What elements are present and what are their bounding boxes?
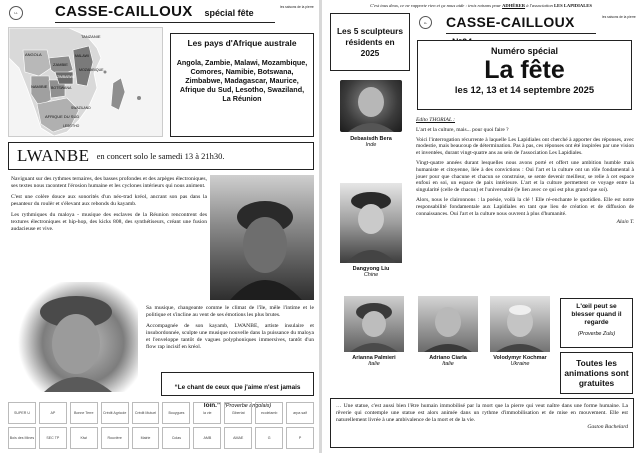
artist-name: LWANBE xyxy=(17,146,90,165)
right-header xyxy=(446,14,596,34)
sculptor-photo xyxy=(344,296,404,352)
sculptor-photo xyxy=(340,80,402,132)
paragraph: Naviguant sur des rythmes ternaires, des basses profondes et des arpèges électroniques, ses textes nous racontent l'érosion humaine et les cyclones intérieurs qui nous animent. xyxy=(11,176,207,189)
sculptor-country: Chine xyxy=(363,272,379,279)
issue-subtitle: spécial fête xyxy=(204,8,254,18)
map-label: AFRIQUE DU SUD xyxy=(45,114,80,119)
sculptor-name: Arianna Palmieri xyxy=(352,355,396,361)
bachelard-quote-box xyxy=(330,398,634,448)
zulu-proverb-quote: L'œil peut se blesser quand il regarde xyxy=(571,303,622,327)
sculptor-name: Volodymyr Kochmar xyxy=(493,355,547,361)
sculptor-silhouette xyxy=(340,183,402,263)
countries-box xyxy=(170,33,314,137)
proverb-source: (Proverbe angolais) xyxy=(224,403,272,409)
sculptor-country: Inde xyxy=(365,142,377,149)
sculptor-name: Adriano Ciarla xyxy=(429,355,467,361)
sponsor-logo: Mairie xyxy=(132,427,160,449)
editorial-paragraph: Voici l'interrogation récurrente à laquelle Les Lapidiales ont cherché à apporter des réponses, avec modestie, mais beaucoup de détermination. Pas à pas, ces réponses ont été inspirées par une vision et inventées, durant vingt-quatre ans au sein de l'association Les Lapidiales. xyxy=(416,136,634,157)
lwanbe-portrait-photo xyxy=(210,175,314,300)
paragraph: Accompagnée de son kayamb, LWANBE, artiste insulaire et insubordonnée, sculpte une musique nouvelle dans la puissance du maloya et l'enveloppe tantôt de vagues polyphoniques immersives, tantôt d'un flow rap incisif en kréol. xyxy=(146,323,314,350)
lapidiales-logo: LL xyxy=(419,16,432,29)
sponsor-logo: arpa saif xyxy=(286,402,314,424)
lwanbe-artist-photo xyxy=(16,282,138,392)
sponsor-logo: Rouvière xyxy=(101,427,129,449)
sponsor-logo: Bois des Mines xyxy=(8,427,36,449)
map-label: SWAZILAND xyxy=(71,106,91,110)
saisons-logo-text: les saisons de la pierre xyxy=(280,5,314,9)
editorial-paragraph: Vingt-quatre années durant lesquelles nous avons porté et offert une ambition humble mais humaniste et citoyenne, liée à des convictions : Oui l'art et la culture ont un rôle fondamental à jouer pour que chacune et chacun se construise, se sente devenir meilleur, se relie à cet espace enfoui en soi, un espace de paix intérieure. L'art et la culture permettent ce voyage entre la singularité (celle de chacun) et l'universalité (le lien avec ce qui est plus grand que soi). xyxy=(416,159,634,194)
newsletter-title: CASSE-CAILLOUX xyxy=(446,14,575,30)
lwanbe-text-1 xyxy=(11,176,207,233)
sculptor-country: Italie xyxy=(368,361,380,368)
sponsor-logo: Gibertat xyxy=(224,402,252,424)
map-label: LESOTHO xyxy=(63,124,80,128)
paragraph: Sa musique, changeante comme le climat de l'île, mêle l'intime et le politique et s'incline au vent de ses émotions les plus brutes. xyxy=(146,305,314,318)
newsletter-title: CASSE-CAILLOUX xyxy=(55,3,193,20)
proverb-quote: “Le chant de ceux que j'aime n'est jamais loin.” xyxy=(174,384,301,409)
zulu-proverb-source: (Proverbe Zulu) xyxy=(577,330,616,337)
concert-title-box xyxy=(8,142,314,170)
sculptor-name: Dangyong Liu xyxy=(352,266,390,272)
sponsor-logo: AMAE xyxy=(224,427,252,449)
editorial-signature: Alain T. xyxy=(616,219,634,226)
sculptor-photo xyxy=(418,296,478,352)
sculptor-country: Italie xyxy=(442,361,454,368)
sponsor-logo: Bonne Terre xyxy=(70,402,98,424)
sponsor-logo: G xyxy=(255,427,283,449)
concert-detail: en concert solo le samedi 13 à 21h30. xyxy=(96,151,225,161)
sculptor-silhouette xyxy=(340,80,402,132)
sculptor-caption xyxy=(336,355,412,368)
map-label: NAMIBIE xyxy=(31,84,48,89)
sponsor-logo: Colas xyxy=(162,427,190,449)
sculptor-photo xyxy=(490,296,550,352)
sculptor-caption xyxy=(334,136,408,149)
map-label: MALAWI xyxy=(75,54,90,58)
association-name: LES LAPIDIALES xyxy=(553,3,592,8)
portrait-silhouette xyxy=(210,175,314,300)
bachelard-author: Gaston Bachelard xyxy=(587,424,628,430)
sculptor-photo xyxy=(340,183,402,263)
sculptor-name: Debasisdh Bera xyxy=(350,136,392,142)
southern-africa-map xyxy=(8,27,163,137)
sponsor-logo: P xyxy=(286,427,314,449)
artist-silhouette xyxy=(16,282,138,392)
festival-title: La fête xyxy=(484,56,565,84)
sponsor-logo: Kiwi xyxy=(70,427,98,449)
map-label: MOZAMBIQUE xyxy=(79,68,104,72)
lwanbe-text-2 xyxy=(146,305,314,351)
editorial-paragraph: L'art et la culture, mais... pour quoi faire ? xyxy=(416,126,509,133)
sculptor-country: Ukraine xyxy=(510,361,530,368)
festival-dates: les 12, 13 et 14 septembre 2025 xyxy=(454,84,595,95)
map-label: TANZANIE xyxy=(81,34,101,39)
right-page xyxy=(322,0,640,453)
sponsor-logo: ecolelamb xyxy=(255,402,283,424)
sculptor-caption xyxy=(334,266,408,279)
free-activities-box xyxy=(560,352,633,394)
map-label: ZIMBABWE xyxy=(57,75,76,79)
sculptor-silhouette xyxy=(344,296,404,352)
adherer-link[interactable]: ADHÉRER xyxy=(502,3,526,8)
countries-list: Angola, Zambie, Malawi, Mozambique, Comores, Namibie, Botswana, Zimbabwe, Madagascar, Maurice, Afrique du Sud, Lesotho, Swaziland, La Réunion xyxy=(176,58,308,103)
sculptor-silhouette xyxy=(490,296,550,352)
editorial-title: Edito THORIAL : xyxy=(416,117,456,123)
sponsor-logo: SEC TP xyxy=(39,427,67,449)
zulu-proverb-box xyxy=(560,298,633,348)
bachelard-quote: … Une statue, c'est aussi bien l'être humain immobilisé par la mort que la pierre qui veut naître dans une forme humaine. La rêverie qui contemple une statue est alors animée dans un rythme d'immobilisation et de mise en mouvement. Elle est naturellement livrée à une ambivalence de la mort et de la vie. xyxy=(336,403,628,423)
sponsor-logo: AMB xyxy=(193,427,221,449)
free-activities-text: Toutes les animations sont gratuites xyxy=(564,358,629,388)
map-graphic xyxy=(9,28,163,137)
countries-title: Les pays d'Afrique australe xyxy=(187,38,297,48)
sculptor-caption xyxy=(410,355,486,368)
sponsor-logo: SUPER U xyxy=(8,402,36,424)
membership-note-text-2: à l'association xyxy=(525,3,554,8)
left-header xyxy=(55,3,275,23)
membership-note-text: C'est tous deux, ce ne rapporte rien et ça nous aide : trois raisons pour xyxy=(370,3,503,8)
editorial xyxy=(416,117,634,226)
sculptor-caption xyxy=(482,355,558,368)
special-issue-label: Numéro spécial xyxy=(490,46,559,56)
map-label: ANGOLA xyxy=(25,52,42,57)
lapidiales-logo: LL xyxy=(9,6,23,20)
paragraph: C'est une colère douce aux sonorités d'un néo-trad kréol, ancrant son pas dans la pesanteur du roulèr et s'élevant aux rebonds du kayamb. xyxy=(11,194,207,207)
map-label: ZAMBIE xyxy=(53,62,68,67)
sculptors-box-text: Les 5 sculpteurs résidents en 2025 xyxy=(336,25,404,58)
paragraph: Les rythmiques du maloya - musique des esclaves de la Réunion rencontrent des textures électroniques et hip-hop, des kicks 808, des synthétiseurs, créant une fusion audacieuse et vive. xyxy=(11,212,207,232)
sponsor-logo: la vie xyxy=(193,402,221,424)
sponsor-logo: Crédit Mutuel xyxy=(132,402,160,424)
membership-note xyxy=(330,3,632,8)
sculptors-box xyxy=(330,13,410,71)
editorial-paragraph: Alors, nous le claironnons : la poésie, voilà la clé ! Elle ré-enchante le quotidien. Elle est notre responsabilité fondamentale aux Lapidiales en tant que lieu de création et de diffusion de connaissances. Oui l'art et la culture nous ouvrent à plus d'humanité. xyxy=(416,196,634,217)
sponsor-logo: Bouygues xyxy=(162,402,190,424)
sculptor-silhouette xyxy=(418,296,478,352)
sponsor-logo: Crédit Agricole xyxy=(101,402,129,424)
sponsor-logo: AP xyxy=(39,402,67,424)
sponsor-logos xyxy=(8,402,314,449)
map-label: BOTSWANA xyxy=(51,86,72,90)
special-issue-box xyxy=(417,40,632,110)
angolan-proverb-box xyxy=(161,372,314,409)
saisons-logo-text: les saisons de la pierre xyxy=(602,15,636,19)
